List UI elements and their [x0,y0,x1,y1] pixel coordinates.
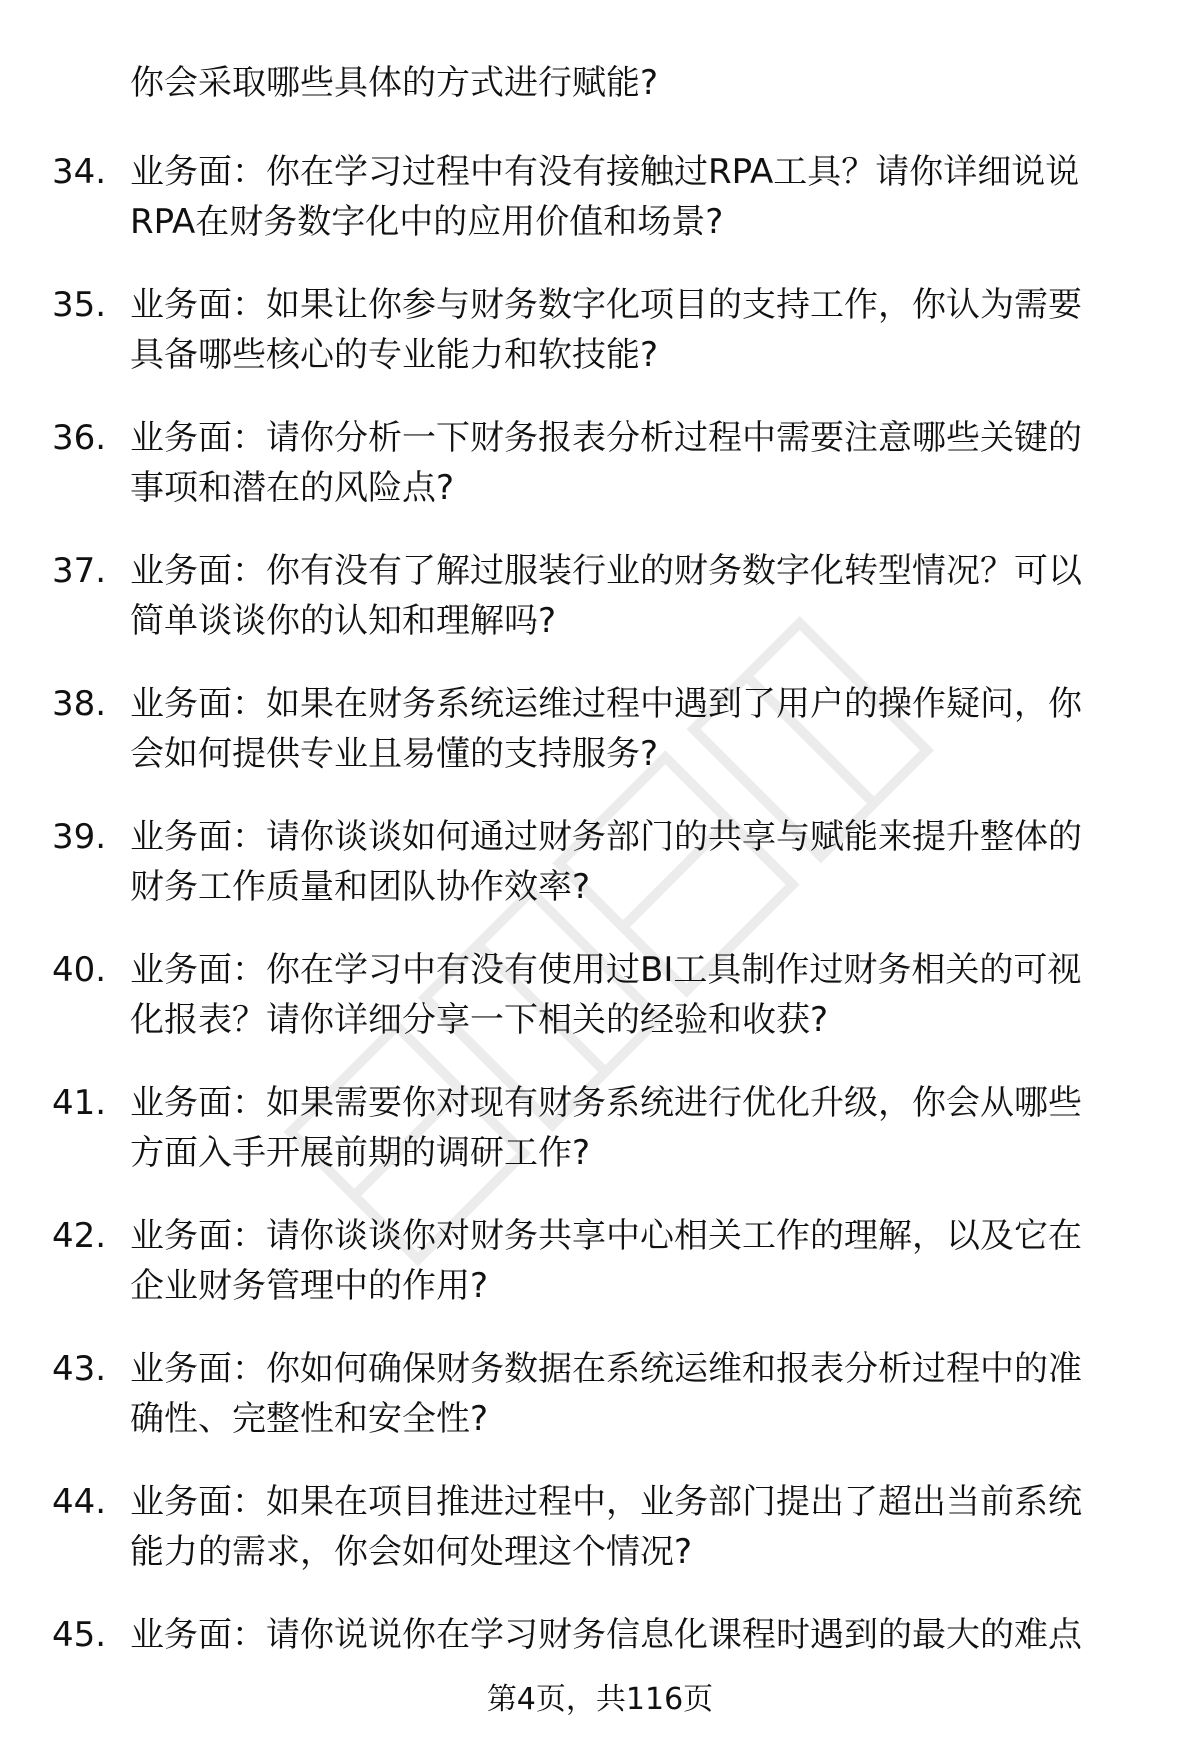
question-line: 化报表？请你详细分享一下相关的经验和收获? [130,1000,829,1040]
question-number: 37. [52,551,107,591]
question-number: 44. [52,1482,107,1522]
question-text [130,1078,1140,1178]
page-footer: 第4页，共116页 [486,1682,714,1717]
question-line: 业务面：你如何确保财务数据在系统运维和报表分析过程中的准 [130,1349,1082,1389]
question-text [130,812,1140,912]
question-line: 业务面：如果在项目推进过程中，业务部门提出了超出当前系统 [130,1482,1082,1522]
question-line: 事项和潜在的风险点? [130,468,455,508]
previous-question-continuation: 你会采取哪些具体的方式进行赋能? [130,63,659,103]
question-number: 39. [52,817,107,857]
question-number: 45. [52,1615,107,1655]
question-text [130,546,1140,646]
question-item [0,679,1200,812]
question-number: 42. [52,1216,107,1256]
question-text [130,945,1140,1045]
question-item [0,1344,1200,1477]
question-line: 会如何提供专业且易懂的支持服务? [130,734,659,774]
question-line: 业务面：如果让你参与财务数字化项目的支持工作，你认为需要 [130,285,1082,325]
question-line: 业务面：你在学习中有没有使用过BI工具制作过财务相关的可视 [130,950,1082,990]
question-item [0,546,1200,679]
question-text [130,413,1140,513]
question-line: 简单谈谈你的认知和理解吗? [130,601,557,641]
question-number: 40. [52,950,107,990]
question-list [0,147,1200,1743]
question-item [0,413,1200,546]
question-number: 38. [52,684,107,724]
question-number: 36. [52,418,107,458]
question-number: 41. [52,1083,107,1123]
question-item [0,1078,1200,1211]
question-text [130,147,1140,247]
question-number: 35. [52,285,107,325]
question-line: 确性、完整性和安全性? [130,1399,489,1439]
question-text [130,280,1140,380]
question-line: 业务面：请你谈谈如何通过财务部门的共享与赋能来提升整体的 [130,817,1082,857]
question-line: 业务面：请你分析一下财务报表分析过程中需要注意哪些关键的 [130,418,1082,458]
question-item [0,1477,1200,1610]
question-item [0,812,1200,945]
question-line: 能力的需求，你会如何处理这个情况? [130,1532,693,1572]
question-line: 业务面：请你谈谈你对财务共享中心相关工作的理解，以及它在 [130,1216,1082,1256]
question-text [130,679,1140,779]
question-line: 企业财务管理中的作用? [130,1266,489,1306]
question-text [130,1211,1140,1311]
question-line: 业务面：你在学习过程中有没有接触过RPA工具？请你详细说说 [130,152,1080,192]
question-text [130,1610,1140,1660]
question-line: RPA在财务数字化中的应用价值和场景? [130,202,724,242]
question-item [0,1211,1200,1344]
question-item [0,945,1200,1078]
question-number: 43. [52,1349,107,1389]
question-line: 业务面：请你说说你在学习财务信息化课程时遇到的最大的难点 [130,1615,1082,1655]
question-line: 具备哪些核心的专业能力和软技能? [130,335,659,375]
question-line: 业务面：如果需要你对现有财务系统进行优化升级，你会从哪些 [130,1083,1082,1123]
question-line: 方面入手开展前期的调研工作? [130,1133,591,1173]
question-item [0,147,1200,280]
question-text [130,1344,1140,1444]
question-item [0,280,1200,413]
question-item [0,1610,1200,1743]
question-line: 业务面：你有没有了解过服装行业的财务数字化转型情况？可以 [130,551,1082,591]
question-line: 财务工作质量和团队协作效率? [130,867,591,907]
question-line: 业务面：如果在财务系统运维过程中遇到了用户的操作疑问，你 [130,684,1082,724]
question-text [130,1477,1140,1577]
question-number: 34. [52,152,107,192]
